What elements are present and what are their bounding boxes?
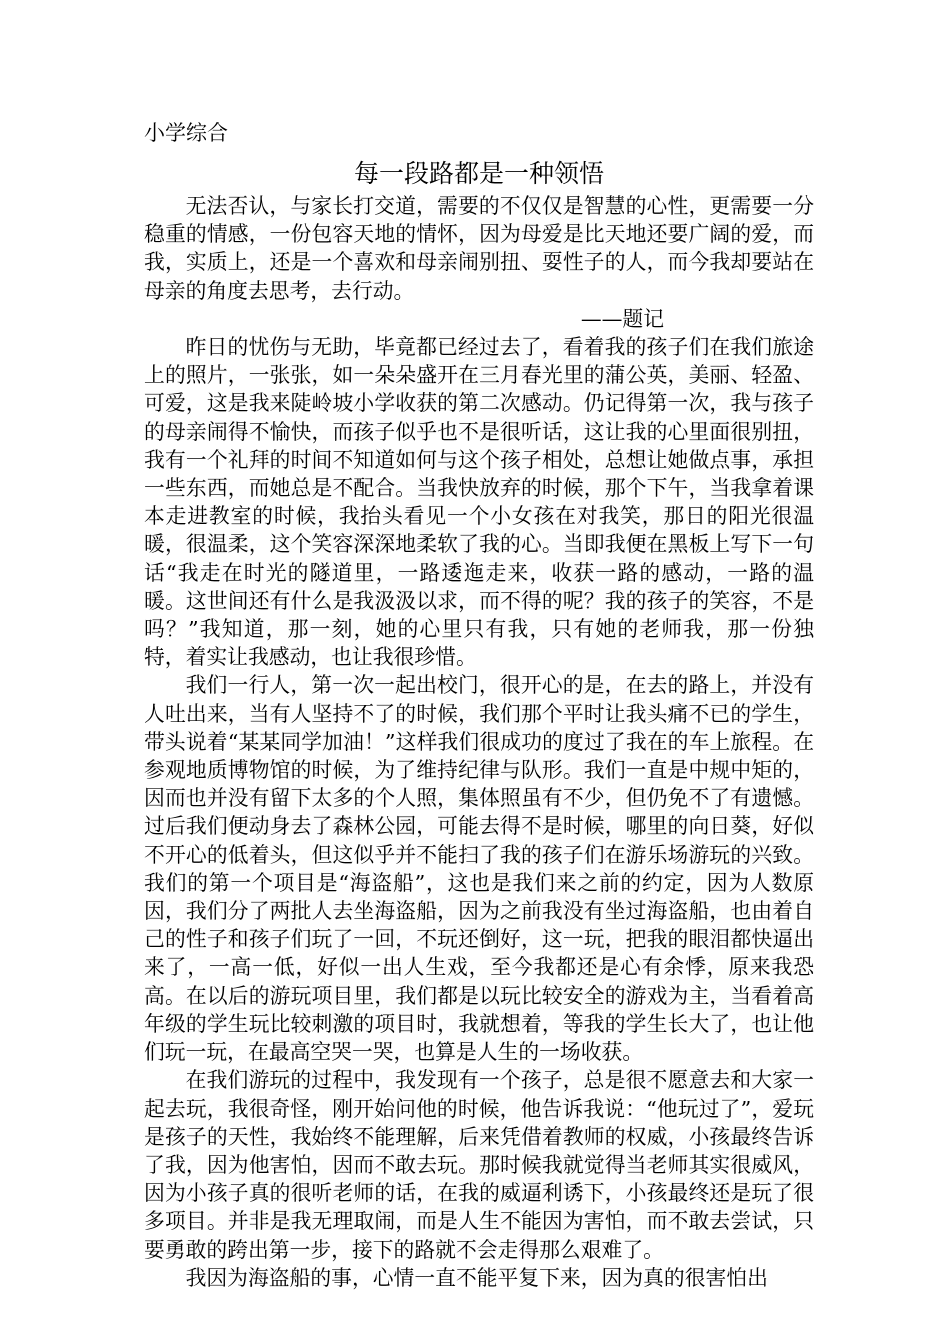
document-title: 每一段路都是一种领悟: [353, 159, 604, 188]
body-paragraph-3: 在我们游玩的过程中，我发现有一个孩子，总是很不愿意去和大家一起去玩，我很奇怪，刚开始问他的时候，他告诉我说：“他玩过了”，爱玩是孩子的天性，我始终不能理解，后来凭借着教师的权威，小孩最终告诉了我，因为他害怕，因而不敢去玩。那时候我就觉得当老师其实很威风，因为小孩子真的很听老师的话，在我的威逼利诱下，小孩最终还是玩了很多项目。并非是我无理取闹，而是人生不能因为害怕，而不敢去尝试，只要勇敢的跨出第一步，接下的路就不会走得那么艰难了。: [144, 1068, 814, 1262]
body-paragraph-2: 我们一行人，第一次一起出校门，很开心的是，在去的路上，并没有人吐出来，当有人坚持不了的时候，我们那个平时让我头痛不已的学生，带头说着“某某同学加油！”这样我们很成功的度过了我在的车上旅程。在参观地质博物馆的时候，为了维持纪律与队形。我们一直是中规中矩的，因而也并没有留下太多的个人照，集体照虽有不少，但仍免不了有遗憾。过后我们便动身去了森林公园，可能去得不是时候，哪里的向日葵，好似不开心的低着头，但这似乎并不能扫了我的孩子们在游乐场游玩的兴致。我们的第一个项目是“海盗船”，这也是我们来之前的约定，因为人数原因，我们分了两批人去坐海盗船，因为之前我没有坐过海盗船，也由着自己的性子和孩子们玩了一回，不玩还倒好，这一玩，把我的眼泪都快逼出来了，一高一低，好似一出人生戏，至今我都还是心有余悸，原来我恐高。在以后的游玩项目里，我们都是以玩比较安全的游戏为主，当看着高年级的学生玩比较刺激的项目时，我就想着，等我的学生长大了，也让他们玩一玩，在最高空哭一哭，也算是人生的一场收获。: [144, 673, 814, 1065]
body-paragraph-4: 我因为海盗船的事，心情一直不能平复下来，因为真的很害怕出: [185, 1265, 768, 1290]
body-paragraph-1: 昨日的忧伤与无助，毕竟都已经过去了，看着我的孩子们在我们旅途上的照片，一张张，如一朵朵盛开在三月春光里的蒲公英，美丽、轻盈、可爱，这是我来陡岭坡小学收获的第二次感动。仍记得第一次，我与孩子的母亲闹得不愉快，而孩子似乎也不是很听话，这让我的心里面很别扭，我有一个礼拜的时间不知道如何与这个孩子相处，总想让她做点事，承担一些东西，而她总是不配合。当我快放弃的时候，那个下午，当我拿着课本走进教室的时候，我抬头看见一个小女孩在对我笑，那日的阳光很温暖，很温柔，这个笑容深深地柔软了我的心。当即我便在黑板上写下一句话“我走在时光的隧道里，一路逶迤走来，收获一路的感动，一路的温暖。这世间还有什么是我汲汲以求，而不得的呢？我的孩子的笑容，不是吗？”我知道，那一刻，她的心里只有我，只有她的老师我，那一份独特，着实让我感动，也让我很珍惜。: [144, 335, 814, 670]
document-page: [144, 118, 814, 1292]
epigraph-signature: ——题记: [580, 306, 664, 331]
epigraph: 无法否认，与家长打交道，需要的不仅仅是智慧的心性，更需要一分稳重的情感，一份包容天地的情怀，因为母爱是比天地还要广阔的爱，而我，实质上，还是一个喜欢和母亲闹别扭、耍性子的人，而今我却要站在母亲的角度去思考，去行动。: [144, 194, 814, 303]
document-category: 小学综合: [144, 121, 228, 145]
